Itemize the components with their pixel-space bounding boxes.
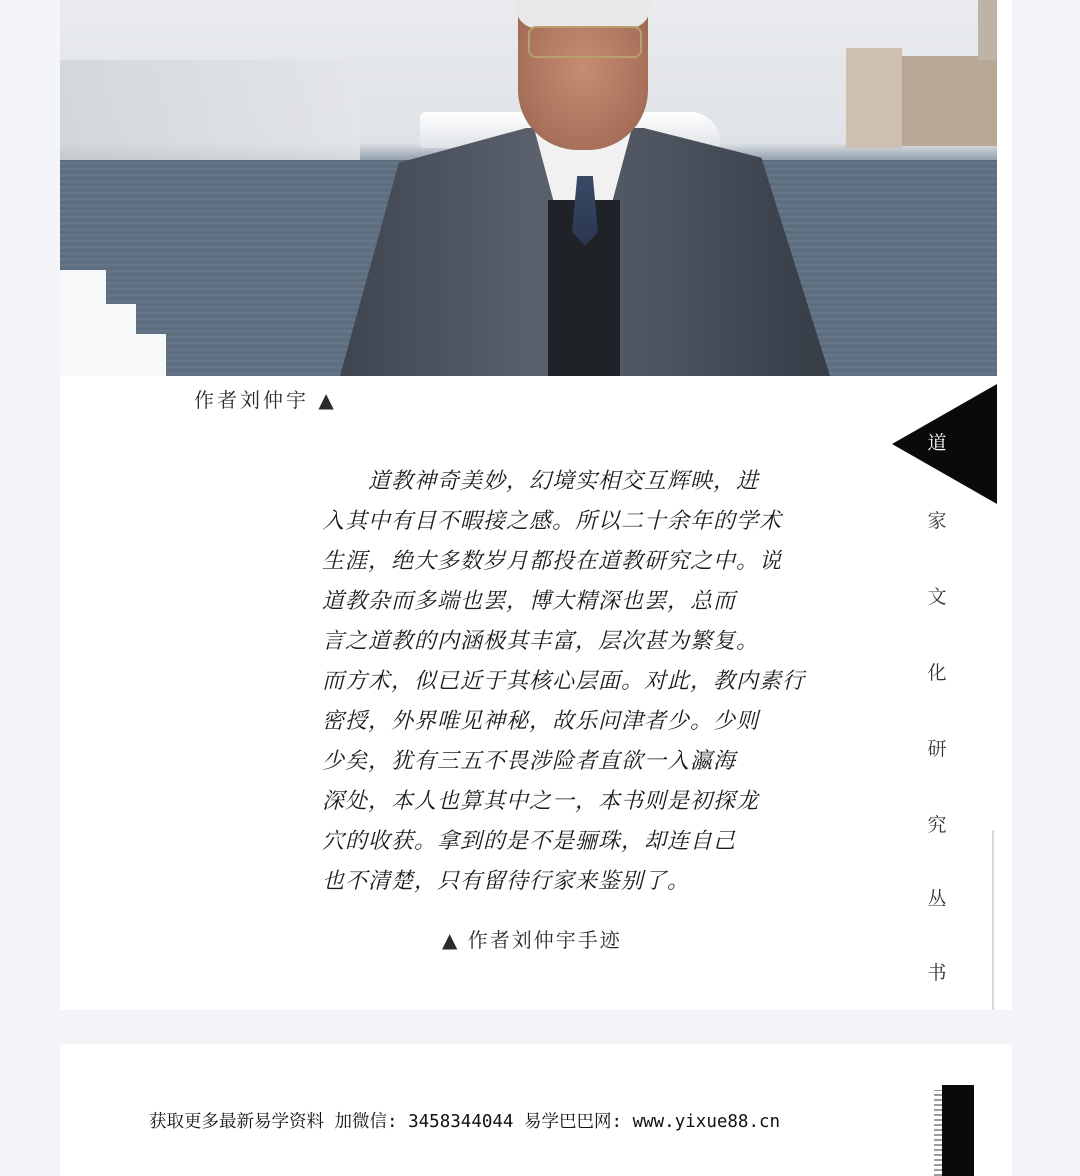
book-page bbox=[60, 0, 1012, 1010]
handwriting-line: 深处，本人也算其中之一，本书则是初探龙 bbox=[322, 789, 760, 814]
series-title-char: 丛 bbox=[927, 888, 947, 910]
series-title-char: 文 bbox=[927, 586, 947, 608]
photo-caption: 作者刘仲宇 ▲ bbox=[194, 388, 337, 412]
author-hair bbox=[516, 0, 650, 28]
handwriting-line: 道教神奇美妙，幻境实相交互辉映，进 bbox=[368, 469, 760, 494]
author-photo bbox=[60, 0, 997, 376]
photo-haze bbox=[60, 60, 360, 160]
handwriting-line: 言之道教的内涵极其丰富，层次甚为繁复。 bbox=[322, 629, 760, 654]
handwriting-line: 入其中有目不暇接之感。所以二十余年的学术 bbox=[322, 509, 783, 534]
glasses bbox=[528, 26, 642, 58]
series-title-char: 化 bbox=[927, 662, 947, 684]
black-edge-tab bbox=[942, 1085, 974, 1176]
handwriting-line: 穴的收获。拿到的是不是骊珠，却连自己 bbox=[322, 829, 737, 854]
handwriting-line: 而方术，似已近于其核心层面。对此，教内素行 bbox=[322, 669, 806, 694]
series-title-char: 家 bbox=[927, 510, 947, 532]
series-title-char: 研 bbox=[927, 738, 947, 760]
handwriting-line: 密授，外界唯见神秘，故乐问津者少。少则 bbox=[322, 709, 760, 734]
author-figure bbox=[340, 0, 830, 376]
handwriting-line: 也不清楚，只有留待行家来鉴别了。 bbox=[322, 869, 691, 894]
series-title-char: 究 bbox=[927, 814, 947, 836]
tab-scan-noise bbox=[934, 1090, 942, 1176]
handwriting-line: 生涯，绝大多数岁月都投在道教研究之中。说 bbox=[322, 549, 783, 574]
handwriting-line: 少矣，犹有三五不畏涉险者直欲一入瀛海 bbox=[322, 749, 737, 774]
page-edge-rule bbox=[992, 830, 994, 1010]
series-title-char: 书 bbox=[927, 962, 947, 984]
photo-building bbox=[902, 56, 997, 146]
photo-building bbox=[846, 48, 902, 148]
handwriting-block bbox=[322, 462, 806, 902]
series-title-char: 道 bbox=[927, 432, 947, 454]
handwriting-caption: ▲ 作者刘仲宇手迹 bbox=[442, 928, 622, 952]
photo-building bbox=[978, 0, 997, 60]
handwriting-line: 道教杂而多端也罢，博大精深也罢，总而 bbox=[322, 589, 737, 614]
footer-watermark-text: 获取更多最新易学资料 加微信: 3458344044 易学巴巴网: www.yixue88.cn bbox=[149, 1112, 781, 1132]
photo-stairs bbox=[60, 270, 170, 376]
